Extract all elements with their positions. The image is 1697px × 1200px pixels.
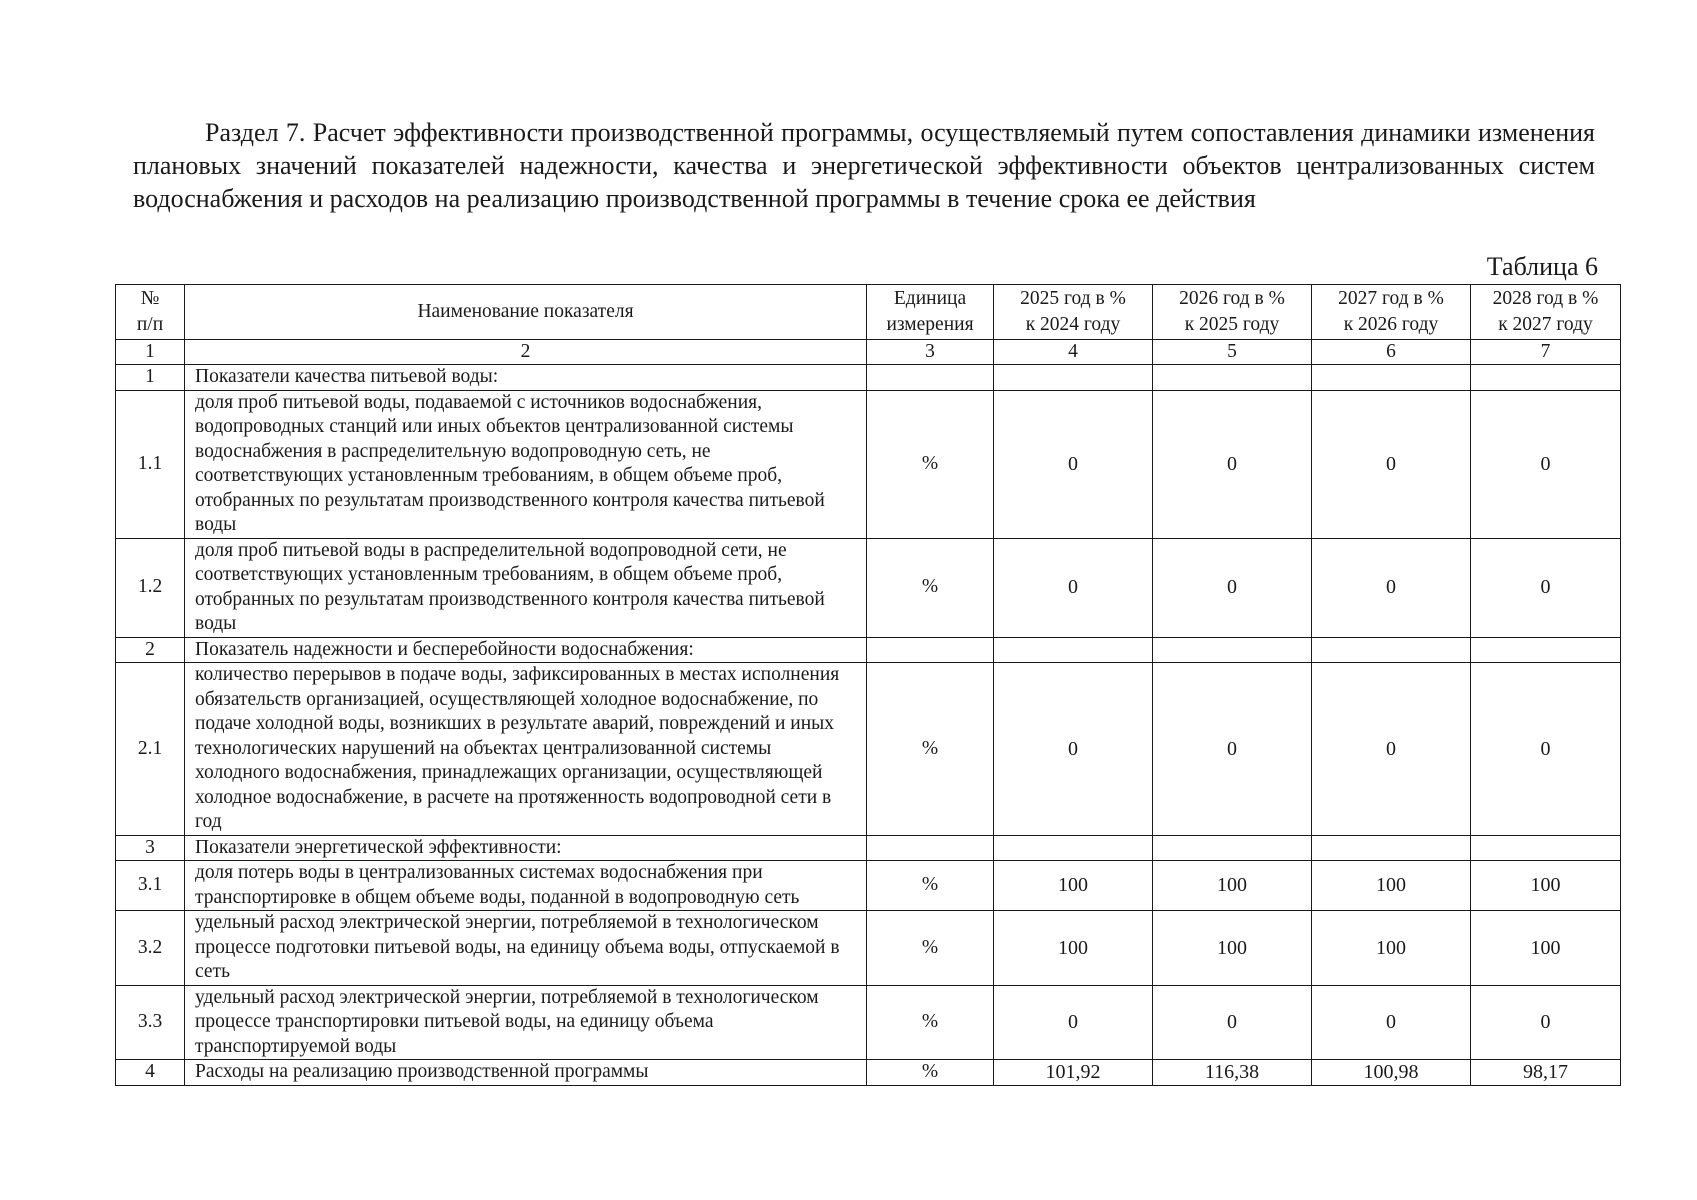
indicator-name: Показатель надежности и бесперебойности водоснабжения:: [185, 637, 867, 663]
value-2026: 116,38: [1153, 1060, 1312, 1086]
header-2028-line2: к 2027 году: [1498, 314, 1593, 335]
value-2028: 100: [1471, 911, 1621, 986]
indicator-name: доля проб питьевой воды, подаваемой с источников водоснабжения, водопроводных станций или иных объектов централизованной системы водоснабжения в распределительную водопроводную сеть, не соответствующих установленным требованиям, в общем объеме проб, отобранных по результатам производственного контроля качества питьевой воды: [185, 390, 867, 538]
table-row: [116, 835, 1621, 861]
value-2027: 100: [1312, 911, 1471, 986]
value-2027: 100,98: [1312, 1060, 1471, 1086]
value-2028: [1471, 365, 1621, 391]
table-caption: Таблица 6: [1486, 252, 1598, 281]
header-2026-line2: к 2025 году: [1184, 314, 1280, 335]
table-row: [116, 911, 1621, 986]
value-2025: [994, 835, 1153, 861]
unit-cell: %: [867, 985, 994, 1060]
table-row: [116, 390, 1621, 538]
header-number-line1: №: [140, 288, 160, 309]
value-2025: 0: [994, 390, 1153, 538]
value-2028: [1471, 835, 1621, 861]
unit-cell: [867, 365, 994, 391]
header-2025-line1: 2025 год в %: [1020, 288, 1126, 309]
unit-cell: %: [867, 1060, 994, 1086]
table-row: [116, 663, 1621, 836]
header-2028-line1: 2028 год в %: [1492, 288, 1599, 309]
row-number: 4: [116, 1060, 185, 1086]
value-2028: 98,17: [1471, 1060, 1621, 1086]
header-2026-line1: 2026 год в %: [1179, 288, 1285, 309]
column-number: 5: [1153, 340, 1312, 365]
indicator-name: удельный расход электрической энергии, потребляемой в технологическом процессе транспортировки питьевой воды, на единицу объема транспортируемой воды: [185, 985, 867, 1060]
header-2028: [1471, 285, 1621, 340]
header-number: [116, 285, 185, 340]
table-row: [116, 985, 1621, 1060]
row-number: 3: [116, 835, 185, 861]
row-number: 3.3: [116, 985, 185, 1060]
value-2026: 0: [1153, 985, 1312, 1060]
header-unit-line2: измерения: [886, 314, 974, 335]
row-number: 1: [116, 365, 185, 391]
column-number: 2: [185, 340, 867, 365]
value-2025: 0: [994, 663, 1153, 836]
indicator-name: удельный расход электрической энергии, потребляемой в технологическом процессе подготовки питьевой воды, на единицу объема воды, отпускаемой в сеть: [185, 911, 867, 986]
row-number: 2: [116, 637, 185, 663]
value-2025: 100: [994, 911, 1153, 986]
value-2028: 0: [1471, 985, 1621, 1060]
value-2027: 0: [1312, 538, 1471, 637]
row-number: 3.2: [116, 911, 185, 986]
value-2028: 0: [1471, 390, 1621, 538]
value-2026: [1153, 637, 1312, 663]
header-2026: [1153, 285, 1312, 340]
column-number: 3: [867, 340, 994, 365]
table-row: [116, 538, 1621, 637]
header-unit-line1: Единица: [893, 288, 967, 309]
table-row: [116, 1060, 1621, 1086]
header-2027: [1312, 285, 1471, 340]
table-row: [116, 861, 1621, 911]
value-2026: 0: [1153, 538, 1312, 637]
value-2027: 0: [1312, 663, 1471, 836]
value-2027: 0: [1312, 985, 1471, 1060]
column-number: 1: [116, 340, 185, 365]
value-2025: [994, 637, 1153, 663]
unit-cell: %: [867, 911, 994, 986]
column-number-row: [116, 340, 1621, 365]
value-2028: 0: [1471, 538, 1621, 637]
value-2028: 100: [1471, 861, 1621, 911]
indicators-table: [115, 284, 1621, 1086]
value-2025: 100: [994, 861, 1153, 911]
indicator-name: доля проб питьевой воды в распределительной водопроводной сети, не соответствующих установленным требованиям, в общем объеме проб, отобранных по результатам производственного контроля качества питьевой воды: [185, 538, 867, 637]
value-2026: 100: [1153, 861, 1312, 911]
table-row: [116, 365, 1621, 391]
value-2025: [994, 365, 1153, 391]
indicator-name: Расходы на реализацию производственной программы: [185, 1060, 867, 1086]
value-2028: 0: [1471, 663, 1621, 836]
unit-cell: [867, 835, 994, 861]
column-number: 6: [1312, 340, 1471, 365]
value-2027: [1312, 637, 1471, 663]
value-2026: [1153, 365, 1312, 391]
table-row: [116, 637, 1621, 663]
unit-cell: %: [867, 663, 994, 836]
value-2028: [1471, 637, 1621, 663]
row-number: 1.1: [116, 390, 185, 538]
value-2027: 0: [1312, 390, 1471, 538]
unit-cell: %: [867, 538, 994, 637]
table-header-row: [116, 285, 1621, 340]
value-2027: [1312, 835, 1471, 861]
value-2026: 100: [1153, 911, 1312, 986]
value-2026: 0: [1153, 663, 1312, 836]
value-2026: [1153, 835, 1312, 861]
header-name: Наименование показателя: [185, 285, 867, 340]
unit-cell: %: [867, 390, 994, 538]
indicator-name: количество перерывов в подаче воды, зафиксированных в местах исполнения обязательств организацией, осуществляющей холодное водоснабжение, по подаче холодной воды, возникших в результате аварий, повреждений и иных технологических нарушений на объектах централизованной системы холодного водоснабжения, принадлежащих организации, осуществляющей холодное водоснабжение, в расчете на протяженность водопроводной сети в год: [185, 663, 867, 836]
value-2025: 0: [994, 985, 1153, 1060]
row-number: 1.2: [116, 538, 185, 637]
header-2027-line2: к 2026 году: [1343, 314, 1439, 335]
row-number: 2.1: [116, 663, 185, 836]
header-2025: [994, 285, 1153, 340]
value-2025: 0: [994, 538, 1153, 637]
header-2025-line2: к 2024 году: [1025, 314, 1121, 335]
value-2025: 101,92: [994, 1060, 1153, 1086]
indicator-name: Показатели энергетической эффективности:: [185, 835, 867, 861]
value-2027: [1312, 365, 1471, 391]
unit-cell: %: [867, 861, 994, 911]
column-number: 4: [994, 340, 1153, 365]
header-unit: [867, 285, 994, 340]
header-2027-line1: 2027 год в %: [1338, 288, 1444, 309]
indicator-name: Показатели качества питьевой воды:: [185, 365, 867, 391]
indicator-name: доля потерь воды в централизованных системах водоснабжения при транспортировке в общем объеме воды, поданной в водопроводную сеть: [185, 861, 867, 911]
header-number-line2: п/п: [136, 314, 164, 335]
value-2026: 0: [1153, 390, 1312, 538]
value-2027: 100: [1312, 861, 1471, 911]
unit-cell: [867, 637, 994, 663]
column-number: 7: [1471, 340, 1621, 365]
row-number: 3.1: [116, 861, 185, 911]
section-heading: Раздел 7. Расчет эффективности производственной программы, осуществляемый путем сопоставления динамики изменения плановых значений показателей надежности, качества и энергетической эффективности объектов централизованных систем водоснабжения и расходов на реализацию производственной программы в течение срока ее действия: [133, 118, 1595, 213]
